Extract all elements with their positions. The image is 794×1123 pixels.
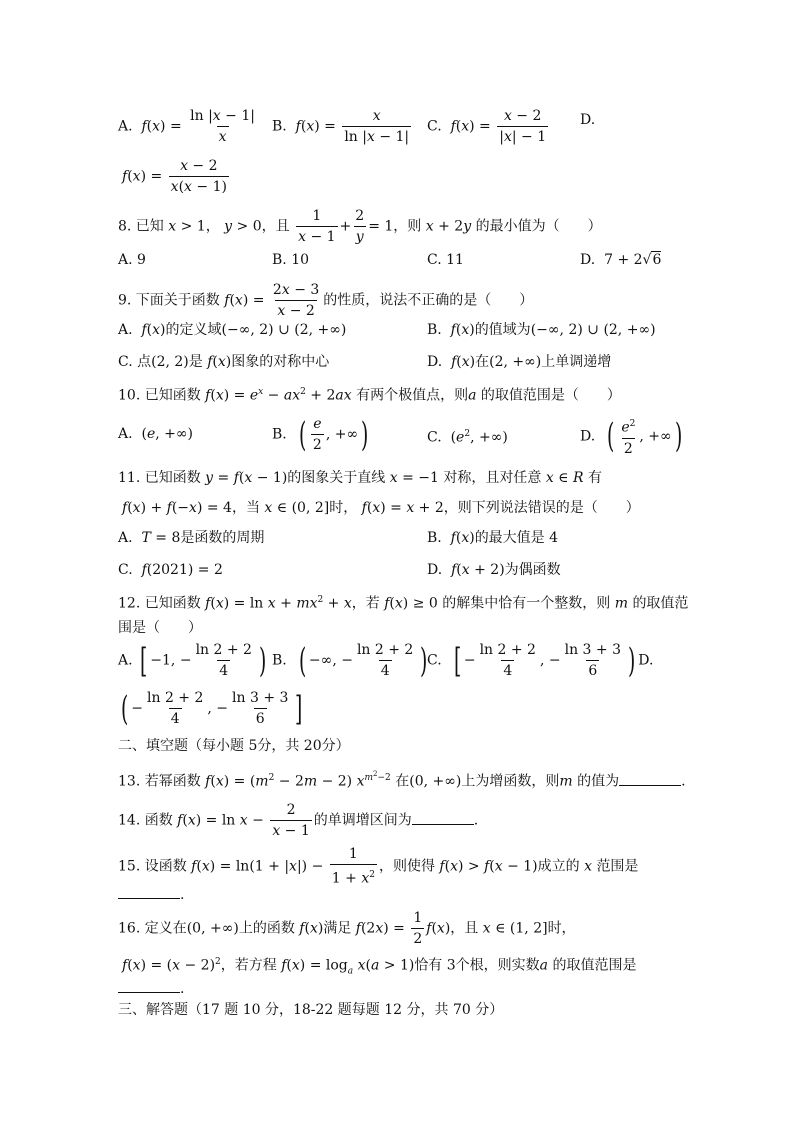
q13: 13. 若幂函数 $f(x) = (m^2 - 2m - 2)$ $x^{m^2-2}$ 在(0, +∞)上为增函数，则m 的值为 . xyxy=(118,770,686,790)
q9-option-a: A. f(x)的定义域(−∞, 2) ∪ (2, +∞) xyxy=(118,322,347,338)
q10-option-b: B. ( $\frac{e}{2}$ , +∞) xyxy=(272,414,369,455)
q10-option-d: D. ( $\frac{e^2}{2}$ , +∞) xyxy=(580,416,682,457)
q16-line2: $f(x) = (x - 2)^2$，若方程 $f(x) = \log_a x(a > 1)$恰有 3个根，则实数a 的取值范围是 xyxy=(122,957,637,977)
q10-option-c: C. ($e^2$, +∞) xyxy=(427,429,508,446)
q8-option-d: D. 7 + 2√6 xyxy=(580,252,662,268)
q10-option-a: A. (e, +∞) xyxy=(118,426,193,442)
q12-option-b: B. ( −∞, − $\frac{\ln 2 + 2}{4}$ ) xyxy=(272,640,428,681)
q11-option-b: B. f(x)的最大值是 4 xyxy=(427,530,559,546)
section-2-heading: 二、填空题（每小题 5分，共 20分） xyxy=(118,738,350,754)
q9-stem: 9. 下面关于函数 f(x) = $\frac{2x - 3}{x - 2}$ 的性质，说法不正确的是（ ） xyxy=(118,282,534,319)
q10-stem: 10. 已知函数 $f(x) = e^x - ax^2 + 2ax$ 有两个极值点，则a 的取值范围是（ ） xyxy=(118,387,621,404)
q9-option-d: D. f(x)在(2, +∞)上单调递增 xyxy=(427,354,612,370)
q15: 15. 设函数 f(x) = ln(1 + |x|) − $\frac{1}{1 + x^2}$ ，则使得 f(x) > f(x − 1)成立的 x 范围是 xyxy=(118,846,639,887)
q12-option-d: ( − $\frac{\ln 2 + 2}{4}$ , − $\frac{\ln 3 + 3}{6}$ ] xyxy=(120,688,303,729)
q12-stem-line2: 围是（ ） xyxy=(118,620,202,636)
q7-option-d-label: D. xyxy=(580,112,596,128)
q7-option-c: C. f(x) = $\frac{x - 2}{|x| - 1}$ xyxy=(427,108,547,145)
q9-option-b: B. f(x)的值域为(−∞, 2) ∪ (2, +∞) xyxy=(427,322,656,338)
q8-option-c: C. 11 xyxy=(427,252,464,268)
section-3-heading: 三、解答题（17 题 10 分，18-22 题每题 12 分，共 70 分） xyxy=(118,1002,504,1018)
q11-stem: 11. 已知函数 y = f(x − 1)的图象关于直线 x = −1 对称，且对任意 x ∈ R 有 xyxy=(118,470,602,486)
q12-stem: 12. 已知函数 $f(x) = \ln x + mx^2 + x$，若 f(x) ≥ 0 的解集中恰有一个整数，则 m 的取值范 xyxy=(118,595,689,612)
q7-option-a: A. f(x) = $\frac{\ln |x - 1|}{x}$ xyxy=(118,108,255,145)
q11-option-a: A. T = 8是函数的周期 xyxy=(118,530,265,546)
q16: 16. 定义在(0, +∞)上的函数 f(x)满足 f(2x) = $\frac{1}{2}$ f(x)，且 x ∈ (1, 2]时， xyxy=(118,910,576,947)
q9-option-c: C. 点(2, 2)是 f(x)图象的对称中心 xyxy=(118,354,330,370)
q12-option-a: A. [ −1, − $\frac{\ln 2 + 2}{4}$ ) xyxy=(118,640,267,681)
q8-option-b: B. 10 xyxy=(272,252,310,268)
q15-answer-blank: . xyxy=(118,884,184,905)
q8-option-a: A. 9 xyxy=(118,252,146,268)
q12-option-c: C. [ − $\frac{\ln 2 + 2}{4}$ , − $\frac{\ln 3 + 3}{6}$ ) D. xyxy=(427,640,654,681)
q11-option-d: D. f(x + 2)为偶函数 xyxy=(427,562,561,578)
q14: 14. 函数 f(x) = ln x − $\frac{2}{x - 1}$ 的单调增区间为 . xyxy=(118,802,479,839)
q7-option-b: B. f(x) = $\frac{x}{\ln |x - 1|}$ xyxy=(272,108,410,145)
q8-stem: 8. 已知 x > 1， y > 0，且 $\frac{1}{x - 1}$ + $\frac{2}{y}$ = 1，则 x + 2y 的最小值为（ ） xyxy=(118,208,602,245)
q16-answer-blank: . xyxy=(118,978,184,999)
q11-stem-line2: f(x) + f(−x) = 4，当 x ∈ (0, 2]时， f(x) = x + 2，则下列说法错误的是（ ） xyxy=(122,500,640,516)
q7-option-d: f(x) = $\frac{x - 2}{x(x - 1)}$ xyxy=(122,158,227,195)
q11-option-c: C. f(2021) = 2 xyxy=(118,562,223,578)
